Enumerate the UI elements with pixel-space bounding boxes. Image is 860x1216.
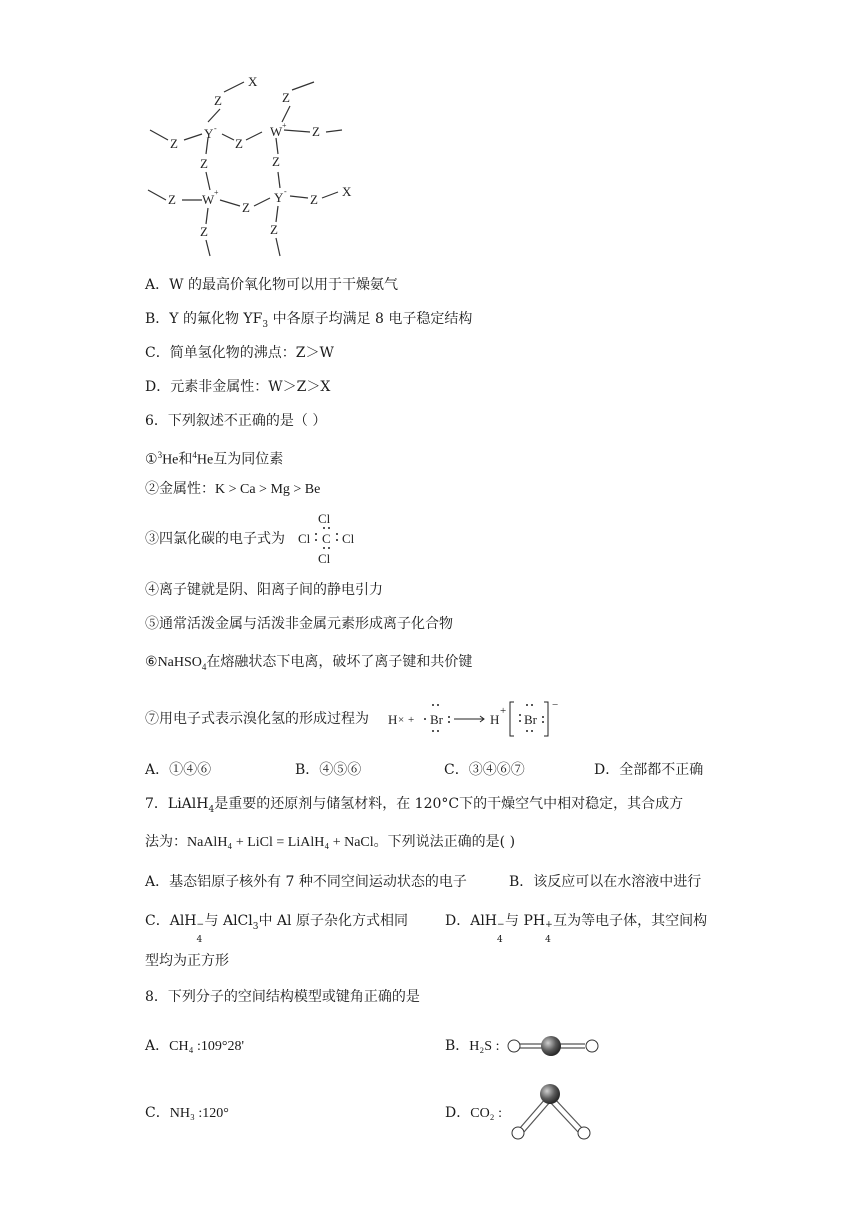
q6-item-3	[145, 530, 285, 548]
atom-label: Z	[312, 124, 320, 139]
carbon-atom: C	[322, 531, 331, 546]
charge-label: -	[284, 187, 287, 196]
hbr-formation-diagram	[386, 698, 561, 742]
q6-item-6	[145, 653, 472, 676]
cross-electron: ×	[398, 714, 405, 726]
atom-label: Z	[168, 192, 176, 207]
hplus-charge: +	[500, 705, 507, 717]
atom-label: Z	[214, 93, 222, 108]
q6-item-7	[145, 710, 369, 728]
formula-subscript: 4	[201, 661, 207, 672]
atom-label: Z	[170, 136, 178, 151]
hydrogen-atom: H	[388, 712, 398, 727]
charge-label: +	[214, 188, 219, 197]
q7-stem-line-2	[145, 833, 515, 852]
q8-option-a-value: CH₄ :109°28'	[169, 1039, 244, 1054]
q6-item-7-text: ⑦用电子式表示溴化氢的形成过程为	[145, 711, 369, 727]
q5-option-a: A．W 的最高价氧化物可以用于干燥氨气	[145, 277, 398, 293]
q6-item-2-math: K > Ca > Mg > Be	[215, 482, 321, 497]
q6-item-1-rest: 互为同位素	[213, 451, 284, 468]
atom-label: Z	[310, 192, 318, 207]
q6-item-3-text: ③四氯化碳的电子式为	[145, 531, 285, 547]
q6-item-6-num: ⑥	[145, 654, 158, 670]
charge-label: -	[214, 124, 217, 133]
q8-option-b-value: H₂S :	[469, 1039, 500, 1054]
formula-subscript: 4	[208, 804, 215, 815]
atom-label: Z	[235, 136, 243, 151]
chlorine-atom: Cl	[318, 551, 331, 566]
q7-option-d-continued: 型均为正方形	[145, 953, 229, 969]
q6-stem: 6．下列叙述不正确的是（ ）	[145, 413, 327, 429]
q5-option-d: D．元素非金属性：W＞Z＞X	[145, 379, 331, 395]
q6-item-1-num: ①	[145, 451, 158, 468]
q6-option-d: D．全部都不正确	[594, 762, 704, 778]
q8-option-b-label: B．	[445, 1038, 470, 1054]
q6-option-c: C．③④⑥⑦	[444, 762, 525, 778]
q8-option-d	[445, 1104, 502, 1123]
q7-option-d-b: 与 PH	[505, 913, 546, 929]
q7-stem-text: 是重要的还原剂与储氢材料，在 120°C下的干燥空气中相对稳定，其合成方	[214, 796, 684, 812]
atom-label: W	[202, 192, 215, 207]
q7-option-c-a: C．AlH	[145, 913, 197, 929]
q6-item-2	[145, 480, 320, 499]
h2s-linear-model	[505, 1031, 601, 1061]
q6-option-b: B．④⑤⑥	[295, 762, 362, 778]
q5-option-b-rest: 中各原子均满足 8 电子稳定结构	[268, 311, 473, 327]
atom-label: Y	[274, 190, 284, 205]
atom-label: X	[248, 74, 258, 89]
formula-nahso4: NaHSO	[157, 655, 202, 670]
q8-option-d-value: CO₂ :	[470, 1106, 502, 1121]
q6-item-4: ④离子键就是阴、阳离子间的静电引力	[145, 582, 383, 598]
q7-option-c-c: 中 Al 原子杂化方式相同	[258, 913, 408, 929]
charge-label: +	[282, 121, 287, 130]
q6-item-6-rest: 在熔融状态下电离，破坏了离子键和共价键	[206, 654, 473, 670]
chlorine-atom: Cl	[298, 531, 311, 546]
atom-label: Z	[272, 154, 280, 169]
q6-option-a: A．①④⑥	[145, 762, 212, 778]
q7-option-c: C．AlH − 4 与 AlCl$_3$中 Al 原子杂化方式相同	[145, 913, 408, 945]
q7-stem-text-3: 。下列说法正确的是( )	[373, 834, 516, 850]
q7-stem-formula: 7．LiAlH	[145, 796, 209, 812]
q7-option-d-a: D．AlH	[445, 913, 498, 929]
atom-label: Z	[270, 222, 278, 237]
ccl4-lewis-structure	[296, 510, 366, 566]
chlorine-atom: Cl	[318, 511, 331, 526]
q8-option-d-label: D．	[445, 1105, 471, 1121]
q7-option-a: A．基态铝原子核外有 7 种不同空间运动状态的电子	[145, 874, 467, 890]
q8-option-c-value: NH₃ :120°	[169, 1106, 229, 1121]
atom-label: Z	[200, 156, 208, 171]
q8-option-a	[145, 1037, 244, 1056]
q7-option-b: B．该反应可以在水溶液中进行	[509, 874, 702, 890]
q7-equation: NaAlH₄ + LiCl = LiAlH₄ + NaCl	[187, 835, 374, 850]
plus-sign: +	[408, 714, 415, 726]
bromine-atom: Br	[430, 712, 443, 727]
q5-option-c: C．简单氢化物的沸点：Z＞W	[145, 345, 334, 361]
chlorine-atom: Cl	[342, 531, 355, 546]
co2-bent-model	[506, 1080, 602, 1146]
atom-label: Y	[204, 126, 214, 141]
q8-option-a-label: A．	[145, 1038, 170, 1054]
hydrogen-ion: H	[490, 712, 500, 727]
q7-option-d-c: 互为等电子体，其空间构	[553, 913, 708, 929]
q8-option-b	[445, 1037, 499, 1056]
atom-label: Z	[242, 200, 250, 215]
structure-diagram	[140, 70, 380, 270]
element-symbol: He	[162, 452, 179, 468]
q6-item-1	[145, 446, 283, 470]
q6-item-1-and: 和	[178, 451, 193, 468]
q7-option-d: D．AlH − 4 与 PH + 4 互为等电子体，其空间构	[445, 913, 708, 945]
atom-label: Z	[282, 90, 290, 105]
q5-option-b-text: B．Y 的氟化物 YF	[145, 311, 263, 327]
q8-option-c	[145, 1104, 229, 1123]
q8-option-c-label: C．	[145, 1105, 170, 1121]
q7-stem-text-2: 法为：	[145, 834, 187, 850]
minus-charge: −	[552, 699, 559, 711]
q5-option-b-sub: 3	[262, 319, 269, 330]
q8-stem: 8．下列分子的空间结构模型或键角正确的是	[145, 989, 420, 1005]
q6-item-5: ⑤通常活泼金属与活泼非金属元素形成离子化合物	[145, 616, 453, 632]
atom-label: Z	[200, 224, 208, 239]
q5-option-b	[145, 310, 472, 334]
bromide-atom: Br	[524, 712, 537, 727]
atom-label: W	[270, 124, 283, 139]
q7-option-c-b: 与 AlCl	[204, 913, 253, 929]
mass-number: 3	[157, 450, 163, 460]
atom-label: X	[342, 184, 352, 199]
mass-number: 4	[192, 450, 197, 460]
q7-stem-line-1	[145, 795, 683, 819]
q6-item-2-text: ②金属性：	[145, 481, 215, 497]
element-symbol: He	[196, 452, 214, 468]
